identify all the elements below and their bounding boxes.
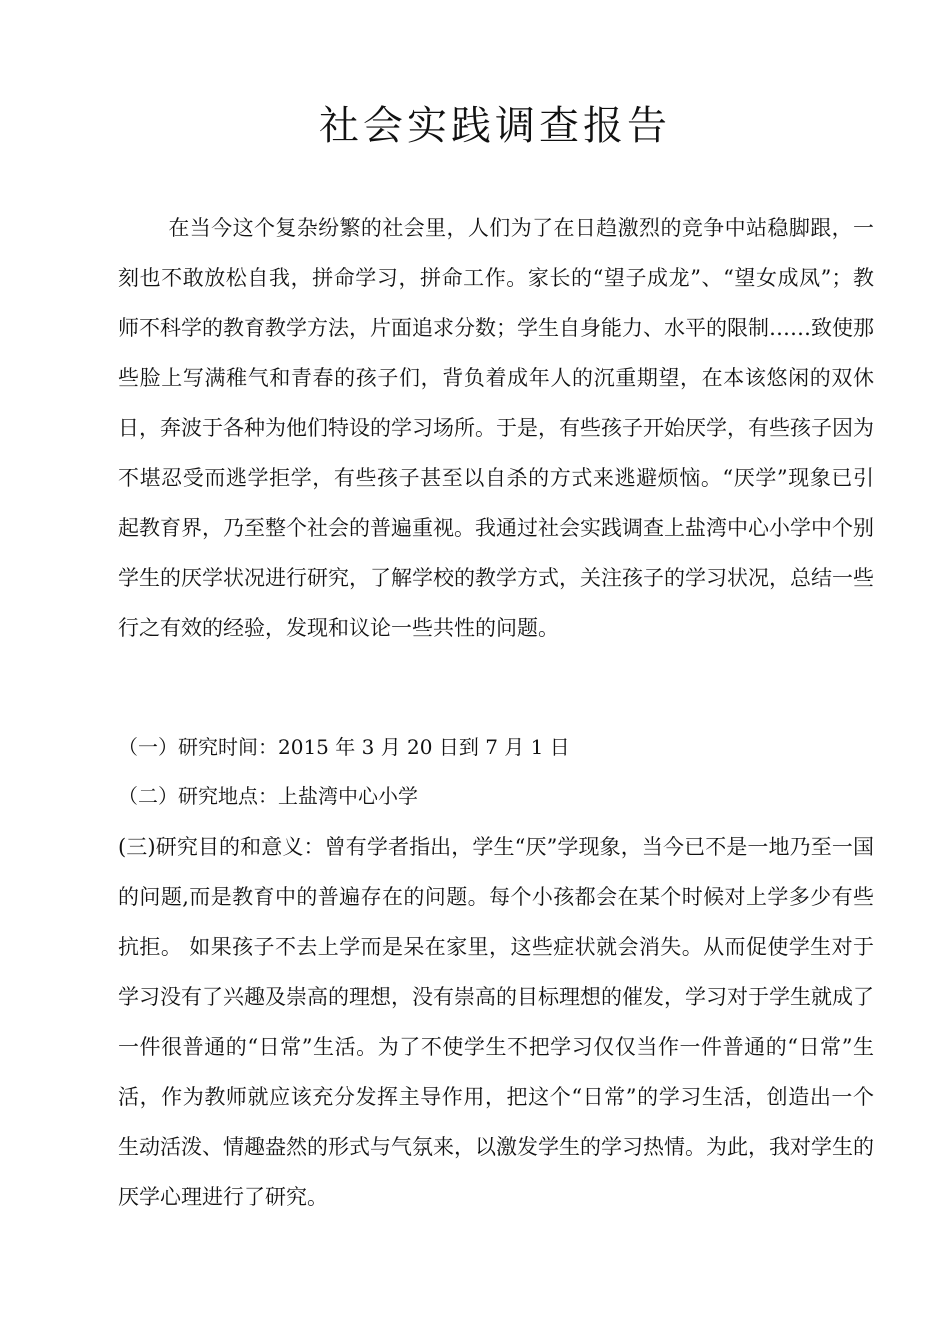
research-purpose-paragraph: (三)研究目的和意义：曾有学者指出，学生“厌”学现象，当今已不是一地乃至一国的问题,而是教育中的普遍存在的问题。每个小孩都会在某个时候对上学多少有些抗拒。 如果孩子不去上学而是呆在家里，这些症状就会消失。从而促使学生对于学习没有了兴趣及崇高的理想，没有崇高的目标理想的催发，学习对于学生就成了一件很普通的“日常”生活。为了不使学生不把学习仅仅当作一件普通的“日常”生活，作为教师就应该充分发挥主导作用，把这个“日常”的学习生活，创造出一个生动活泼、情趣盎然的形式与气氛来，以激发学生的学习热情。为此，我对学生的厌学心理进行了研究。	[118, 835, 874, 1209]
document-title: 社会实践调查报告	[319, 103, 671, 149]
research-time: （一）研究时间：2015 年 3 月 20 日到 7 月 1 日	[118, 735, 570, 759]
intro-paragraph: 在当今这个复杂纷繁的社会里，人们为了在日趋激烈的竞争中站稳脚跟，一刻也不敢放松自我，拼命学习，拼命工作。家长的“望子成龙”、“望女成凤”；教师不科学的教育教学方法，片面追求分数；学生自身能力、水平的限制……致使那些脸上写满稚气和青春的孩子们，背负着成年人的沉重期望，在本该悠闲的双休日，奔波于各种为他们特设的学习场所。于是，有些孩子开始厌学，有些孩子因为不堪忍受而逃学拒学，有些孩子甚至以自杀的方式来逃避烦恼。“厌学”现象已引起教育界，乃至整个社会的普遍重视。我通过社会实践调查上盐湾中心小学中个别学生的厌学状况进行研究，了解学校的教学方式，关注孩子的学习状况，总结一些行之有效的经验，发现和议论一些共性的问题。	[118, 216, 874, 640]
research-location: （二）研究地点：上盐湾中心小学	[118, 784, 418, 808]
